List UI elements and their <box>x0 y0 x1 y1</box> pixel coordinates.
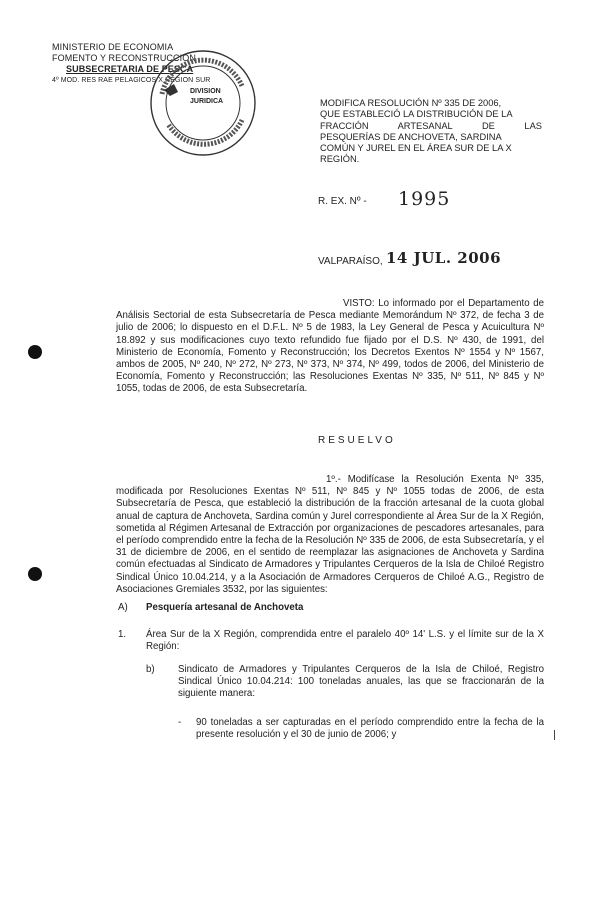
official-seal-stamp <box>142 42 264 164</box>
place-city: VALPARAÍSO, <box>318 256 383 267</box>
item-b-text: Sindicato de Armadores y Tripulantes Cerqueros de la Isla de Chiloé, Registro Sindical Único 10.04.214: 100 toneladas anuales, las que se fraccionarán de la siguiente manera: <box>178 664 544 700</box>
title-line: FRACCIÓN ARTESANAL DE LAS <box>320 120 542 131</box>
title-line: COMÚN Y JUREL EN EL ÁREA SUR DE LA X <box>320 143 512 154</box>
dash-item-text: 90 toneladas a ser capturadas en el período comprendido entre la fecha de la presente resolución y el 30 de junio de 2006; y <box>196 717 544 741</box>
date-stamp: 14 JUL. 2006 <box>386 249 502 267</box>
resuelvo-heading: RESUELVO <box>318 435 396 446</box>
punch-hole <box>28 567 42 581</box>
document-title <box>320 98 542 166</box>
item-1-number: 1. <box>118 629 127 640</box>
stamp-line-1: DIVISION <box>190 88 221 95</box>
resolution-label: R. EX. Nº - <box>318 196 367 207</box>
margin-mark <box>554 730 555 740</box>
stamp-line-2: JURIDICA <box>190 98 224 105</box>
title-line: MODIFICA RESOLUCIÓN Nº 335 DE 2006, <box>320 98 502 108</box>
ministry-line-1: MINISTERIO DE ECONOMIA <box>52 42 174 52</box>
title-line: QUE ESTABLECIÓ LA DISTRIBUCIÓN DE LA <box>320 109 513 120</box>
section-a-letter: A) <box>118 602 128 613</box>
article-1-paragraph: 1º.- Modifícase la Resolución Exenta Nº 335, modificada por Resoluciones Exentas Nº 511, Nº 845 y Nº 1055 todas de 2006, de esta Subsecretaría de Pesca, que estableció la distribución de la fracción artesanal de la cuota global anual de captura de Anchoveta, Sardina común y Jurel correspondiente al Área Sur de la X Región, sometida al Régimen Artesanal de Extracción por organizaciones de pescadores artesanales, para el período comprendido entre la fecha de la Resolución Nº 335 de 2006, de esta Subsecretaría, y el 31 de diciembre de 2006, en el sentido de reemplazar las asignaciones de Anchoveta y Sardina común efectuadas al Sindicato de Armadores y Tripulantes Cerqueros de la Isla de Chiloé Registro Sindical Único 10.04.214, y a la Asociación de Armadores Cerqueros de Chiloé A.G., Registro de Asociaciones Gremiales 3532, por las siguientes: <box>116 474 544 595</box>
resolution-number: 1995 <box>398 188 451 210</box>
subsecretaria-line: SUBSECRETARIA DE PESCA <box>66 64 194 74</box>
dash-item-mark: - <box>178 717 182 728</box>
title-line: PESQUERÍAS DE ANCHOVETA, SARDINA <box>320 131 502 142</box>
punch-hole <box>28 345 42 359</box>
title-line: REGIÓN. <box>320 154 360 165</box>
visto-paragraph: VISTO: Lo informado por el Departamento de Análisis Sectorial de esta Subsecretaría de Pesca mediante Memorándum Nº 372, de fecha 3 de julio de 2006; lo dispuesto en el D.F.L. Nº 5 de 1983, la Ley General de Pesca y Acuicultura Nº 18.892 y sus modificaciones cuyo texto refundido fue fijado por el D.S. Nº 430, de 1991, del Ministerio de Economía, Fomento y Reconstrucción; los Decretos Exentos Nº 1554 y Nº 1567, ambos de 2005, Nº 240, Nº 272, Nº 273, Nº 373, Nº 374, Nº 499, todos de 2006, del Ministerio de Economía, Fomento y Reconstrucción; las Resoluciones Exentas Nº 335, Nº 511, Nº 845 y Nº 1055, todas de 2006, de esta Subsecretaría. <box>116 298 544 395</box>
item-b-letter: b) <box>146 664 155 675</box>
section-a-title: Pesquería artesanal de Anchoveta <box>146 602 304 613</box>
ministry-line-2: FOMENTO Y RECONSTRUCCION <box>52 53 196 63</box>
item-1-text: Área Sur de la X Región, comprendida entre el paralelo 40º 14' L.S. y el límite sur de la X Región: <box>146 629 544 653</box>
ministry-ref-line: 4º MOD. RES RAE PELAGICOS X REGION SUR <box>52 77 211 84</box>
